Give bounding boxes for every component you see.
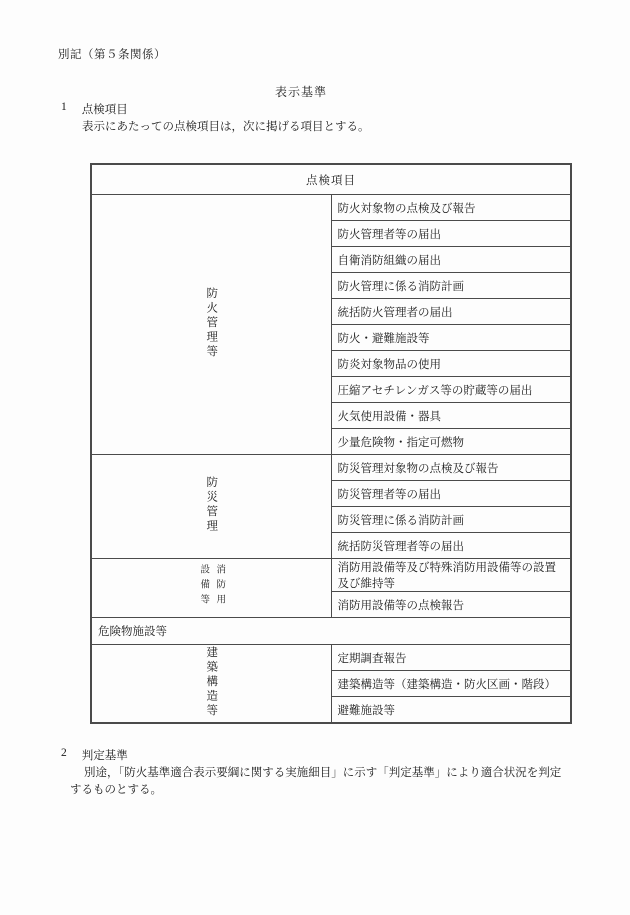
inspection-table: [90, 163, 572, 724]
table-row: [91, 618, 571, 645]
inspection-item-cell: 火気使用設備・器具: [331, 403, 571, 429]
category-label-cell: [91, 195, 331, 455]
category-label-cell: [91, 645, 331, 724]
section2-heading: 判定基準: [81, 750, 128, 762]
inspection-item-cell: 防火・避難施設等: [331, 325, 571, 351]
table-row: [91, 559, 571, 592]
inspection-item-cell: 圧縮アセチレンガス等の貯蔵等の届出: [331, 377, 571, 403]
category-label: 防災管理: [205, 476, 218, 534]
inspection-item-cell: 避難施設等: [331, 697, 571, 724]
section1-body: 表示にあたっての点検項目は，次に掲げる項目とする。: [82, 121, 370, 133]
document-annotation: 別記（第５条関係）: [58, 49, 166, 61]
inspection-item-cell: 定期調査報告: [331, 645, 571, 671]
category-label: 建築構造等: [205, 645, 218, 719]
table-row: [91, 645, 571, 671]
inspection-item-cell: 防火対象物の点検及び報告: [331, 195, 571, 221]
section1-heading-row: [61, 101, 128, 117]
section1-number: 1: [61, 101, 67, 113]
category-full-cell: 危険物施設等: [91, 618, 571, 645]
table-header-row: [91, 164, 571, 195]
inspection-item-cell: 防災管理対象物の点検及び報告: [331, 455, 571, 481]
category-label-cell: [91, 559, 331, 618]
inspection-item-cell: 建築構造等（建築構造・防火区画・階段）: [331, 671, 571, 697]
inspection-item-cell: 防災管理に係る消防計画: [331, 507, 571, 533]
section2-body-line2: するものとする。: [70, 784, 162, 796]
section1-heading: 点検項目: [81, 104, 128, 116]
table-header-cell: 点検項目: [91, 164, 571, 195]
inspection-item-cell: 統括防火管理者の届出: [331, 299, 571, 325]
inspection-item-cell: 少量危険物・指定可燃物: [331, 429, 571, 455]
inspection-item-cell: 防火管理に係る消防計画: [331, 273, 571, 299]
category-label: 消防用設備等: [198, 564, 225, 609]
inspection-item-cell: 消防用設備等及び特殊消防用設備等の設置及び維持等: [331, 559, 571, 592]
inspection-item-cell: 消防用設備等の点検報告: [331, 592, 571, 618]
section2-heading-row: [61, 747, 128, 763]
category-label: 防火管理等: [205, 286, 218, 360]
inspection-item-cell: 統括防災管理者等の届出: [331, 533, 571, 559]
section2-body-line1: 別途，「防火基準適合表示要綱に関する実施細目」に示す「判定基準」により適合状況を判定: [84, 767, 562, 779]
inspection-item-cell: 防炎対象物品の使用: [331, 351, 571, 377]
table-row: [91, 455, 571, 481]
inspection-item-cell: 自衛消防組織の届出: [331, 247, 571, 273]
inspection-item-cell: 防災管理者等の届出: [331, 481, 571, 507]
table-row: [91, 195, 571, 221]
inspection-table-body: [91, 164, 571, 723]
section2-number: 2: [61, 747, 67, 759]
inspection-item-cell: 防火管理者等の届出: [331, 221, 571, 247]
category-label-cell: [91, 455, 331, 559]
document-title: 表示基準: [274, 85, 327, 99]
